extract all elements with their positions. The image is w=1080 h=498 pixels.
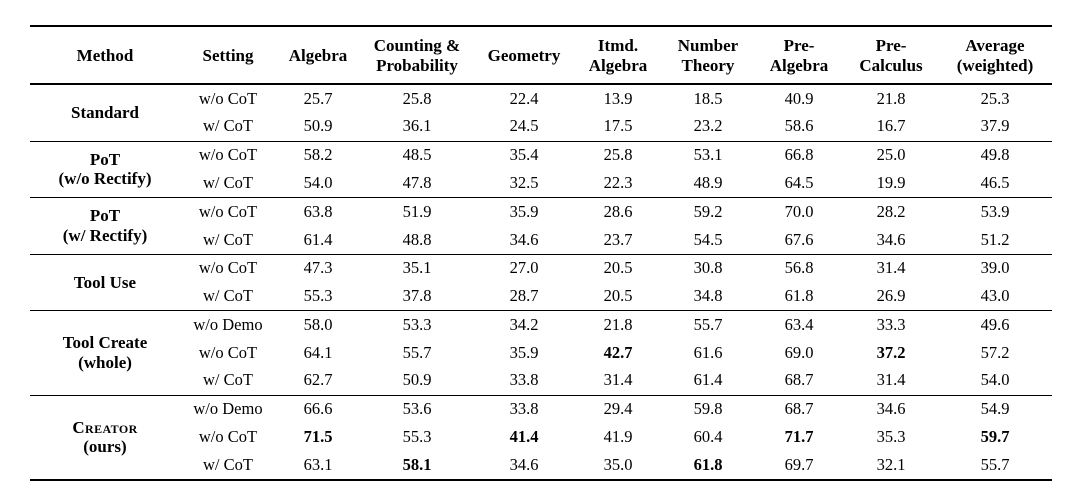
value-cell: 22.4: [474, 84, 574, 113]
method-cell: [30, 141, 180, 198]
value-cell: 35.1: [360, 254, 474, 282]
value-cell: 63.8: [276, 198, 360, 226]
table-row: [30, 339, 1052, 367]
setting-cell: w/o CoT: [180, 84, 276, 113]
table-row: [30, 84, 1052, 113]
table-row: [30, 395, 1052, 423]
column-header-line: Calculus: [859, 55, 923, 75]
value-cell: 34.2: [474, 311, 574, 339]
value-cell: 61.8: [693, 454, 723, 474]
value-cell: 68.7: [784, 370, 814, 390]
value-cell: 35.0: [603, 454, 633, 474]
method-cell: [30, 395, 180, 480]
setting-cell: w/ CoT: [203, 286, 253, 306]
value-cell: 55.7: [662, 311, 754, 339]
value-cell: 67.6: [784, 229, 814, 249]
value-cell: 50.9: [402, 370, 432, 390]
setting-cell: w/o CoT: [198, 426, 258, 446]
value-cell: 59.7: [980, 426, 1010, 446]
value-cell: 69.7: [784, 454, 814, 474]
method-name-line: Tool Use: [73, 272, 137, 292]
value-cell: 49.6: [938, 311, 1052, 339]
value-cell: 37.2: [876, 342, 906, 362]
table-row: [30, 226, 1052, 254]
column-header-pre-algebra: [754, 26, 844, 84]
value-cell: 21.8: [574, 311, 662, 339]
value-cell: 57.2: [980, 342, 1010, 362]
value-cell: 58.0: [276, 311, 360, 339]
value-cell: 46.5: [980, 172, 1010, 192]
value-cell: 55.7: [402, 342, 432, 362]
value-cell: 47.8: [402, 172, 432, 192]
value-cell: 25.8: [360, 84, 474, 113]
value-cell: 34.8: [693, 286, 723, 306]
value-cell: 58.6: [784, 116, 814, 136]
value-cell: 48.5: [360, 141, 474, 169]
value-cell: 41.4: [509, 426, 539, 446]
value-cell: 58.2: [276, 141, 360, 169]
table-row: [30, 113, 1052, 141]
column-header-line: Theory: [681, 55, 735, 75]
value-cell: 23.7: [603, 229, 633, 249]
value-cell: 61.4: [303, 229, 333, 249]
value-cell: 53.6: [360, 395, 474, 423]
value-cell: 55.3: [402, 426, 432, 446]
value-cell: 53.3: [360, 311, 474, 339]
method-name-line: (whole): [78, 353, 132, 373]
value-cell: 35.3: [876, 426, 906, 446]
value-cell: 32.1: [876, 454, 906, 474]
column-header-line: Average: [965, 36, 1025, 55]
column-header-line: Counting &: [373, 36, 461, 55]
column-header-geometry: [474, 26, 574, 84]
column-header-line: (weighted): [956, 55, 1034, 75]
value-cell: 53.1: [662, 141, 754, 169]
column-header-line: Algebra: [769, 55, 829, 75]
value-cell: 24.5: [509, 116, 539, 136]
column-header-pre-calculus: [844, 26, 938, 84]
value-cell: 34.6: [844, 395, 938, 423]
table-body: [30, 84, 1052, 480]
value-cell: 59.2: [662, 198, 754, 226]
value-cell: 66.8: [754, 141, 844, 169]
value-cell: 60.4: [693, 426, 723, 446]
value-cell: 25.0: [844, 141, 938, 169]
value-cell: 31.4: [844, 254, 938, 282]
value-cell: 33.3: [844, 311, 938, 339]
method-cell: [30, 198, 180, 255]
value-cell: 34.6: [509, 229, 539, 249]
value-cell: 54.0: [980, 370, 1010, 390]
value-cell: 20.5: [574, 254, 662, 282]
column-header-line: Algebra: [288, 45, 348, 65]
value-cell: 71.5: [303, 426, 333, 446]
value-cell: 21.8: [844, 84, 938, 113]
value-cell: 41.9: [603, 426, 633, 446]
value-cell: 25.8: [574, 141, 662, 169]
method-name-line: (w/ Rectify): [62, 226, 148, 245]
value-cell: 66.6: [276, 395, 360, 423]
value-cell: 47.3: [276, 254, 360, 282]
column-header-average-weighted: [938, 26, 1052, 84]
value-cell: 70.0: [754, 198, 844, 226]
value-cell: 54.9: [938, 395, 1052, 423]
table-row: [30, 198, 1052, 226]
value-cell: 64.5: [784, 172, 814, 192]
value-cell: 55.7: [980, 454, 1010, 474]
value-cell: 30.8: [662, 254, 754, 282]
table-row: [30, 367, 1052, 395]
value-cell: 18.5: [662, 84, 754, 113]
column-header-setting: [180, 26, 276, 84]
value-cell: 33.8: [509, 370, 539, 390]
value-cell: 35.4: [474, 141, 574, 169]
method-name-line: Creator: [72, 417, 138, 437]
setting-cell: w/ CoT: [203, 229, 253, 249]
method-name-line: Standard: [70, 103, 140, 123]
value-cell: 31.4: [603, 370, 633, 390]
header-row: [30, 26, 1052, 84]
setting-cell: w/ CoT: [203, 116, 253, 136]
column-header-line: Setting: [202, 45, 254, 65]
value-cell: 36.1: [402, 116, 432, 136]
value-cell: 62.7: [303, 370, 333, 390]
value-cell: 51.2: [980, 229, 1010, 249]
value-cell: 19.9: [876, 172, 906, 192]
value-cell: 63.4: [754, 311, 844, 339]
value-cell: 20.5: [603, 286, 633, 306]
value-cell: 51.9: [360, 198, 474, 226]
value-cell: 61.8: [784, 286, 814, 306]
table-row: [30, 254, 1052, 282]
method-name-line: Tool Create: [62, 333, 148, 353]
value-cell: 53.9: [938, 198, 1052, 226]
setting-cell: w/o CoT: [180, 141, 276, 169]
value-cell: 40.9: [754, 84, 844, 113]
method-cell: [30, 311, 180, 395]
table-row: [30, 423, 1052, 451]
value-cell: 63.1: [303, 454, 333, 474]
method-name-line: PoT: [89, 149, 121, 169]
value-cell: 28.7: [509, 286, 539, 306]
value-cell: 28.6: [574, 198, 662, 226]
method-name-line: (w/o Rectify): [58, 169, 152, 189]
value-cell: 22.3: [603, 172, 633, 192]
table-row: [30, 169, 1052, 197]
method-name-line: PoT: [89, 206, 121, 226]
value-cell: 34.6: [509, 454, 539, 474]
value-cell: 37.9: [980, 116, 1010, 136]
column-header-line: Geometry: [487, 45, 561, 65]
value-cell: 59.8: [662, 395, 754, 423]
setting-cell: w/ CoT: [203, 454, 253, 474]
value-cell: 43.0: [980, 286, 1010, 306]
value-cell: 35.9: [509, 342, 539, 362]
setting-cell: w/ CoT: [203, 172, 253, 192]
method-cell: [30, 254, 180, 311]
setting-cell: w/ CoT: [203, 370, 253, 390]
value-cell: 34.6: [876, 229, 906, 249]
column-header-line: Pre-: [783, 36, 815, 55]
column-header-line: Itmd.: [597, 36, 639, 55]
value-cell: 64.1: [303, 342, 333, 362]
setting-cell: w/o CoT: [180, 254, 276, 282]
value-cell: 54.5: [693, 229, 723, 249]
column-header-number-theory: [662, 26, 754, 84]
column-header-itmd-algebra: [574, 26, 662, 84]
table-row: [30, 283, 1052, 311]
column-header-line: Pre-: [875, 36, 907, 55]
setting-cell: w/o CoT: [198, 342, 258, 362]
table-row: [30, 311, 1052, 339]
value-cell: 56.8: [754, 254, 844, 282]
value-cell: 35.9: [474, 198, 574, 226]
column-header-line: Probability: [376, 55, 458, 75]
table-header: [30, 26, 1052, 84]
value-cell: 71.7: [784, 426, 814, 446]
value-cell: 25.3: [938, 84, 1052, 113]
value-cell: 61.6: [693, 342, 723, 362]
value-cell: 31.4: [876, 370, 906, 390]
value-cell: 26.9: [876, 286, 906, 306]
value-cell: 17.5: [603, 116, 633, 136]
value-cell: 55.3: [303, 286, 333, 306]
setting-cell: w/o Demo: [180, 311, 276, 339]
value-cell: 48.8: [402, 229, 432, 249]
value-cell: 16.7: [876, 116, 906, 136]
table-row: [30, 141, 1052, 169]
setting-cell: w/o Demo: [180, 395, 276, 423]
value-cell: 49.8: [938, 141, 1052, 169]
column-header-algebra: [276, 26, 360, 84]
value-cell: 61.4: [693, 370, 723, 390]
column-header-line: Algebra: [588, 55, 648, 75]
value-cell: 54.0: [303, 172, 333, 192]
value-cell: 48.9: [693, 172, 723, 192]
method-cell: [30, 84, 180, 141]
results-table: [30, 25, 1052, 481]
value-cell: 58.1: [402, 454, 432, 474]
value-cell: 50.9: [303, 116, 333, 136]
value-cell: 32.5: [509, 172, 539, 192]
value-cell: 68.7: [754, 395, 844, 423]
value-cell: 23.2: [693, 116, 723, 136]
table-row: [30, 451, 1052, 480]
column-header-line: Method: [76, 45, 134, 65]
value-cell: 33.8: [474, 395, 574, 423]
column-header-line: Number: [677, 36, 739, 55]
method-name-line: (ours): [83, 437, 127, 457]
value-cell: 28.2: [844, 198, 938, 226]
value-cell: 37.8: [402, 286, 432, 306]
column-header-counting-probability: [360, 26, 474, 84]
value-cell: 39.0: [938, 254, 1052, 282]
value-cell: 42.7: [603, 342, 633, 362]
value-cell: 27.0: [474, 254, 574, 282]
value-cell: 69.0: [784, 342, 814, 362]
setting-cell: w/o CoT: [180, 198, 276, 226]
value-cell: 29.4: [574, 395, 662, 423]
value-cell: 25.7: [276, 84, 360, 113]
column-header-method: [30, 26, 180, 84]
value-cell: 13.9: [574, 84, 662, 113]
